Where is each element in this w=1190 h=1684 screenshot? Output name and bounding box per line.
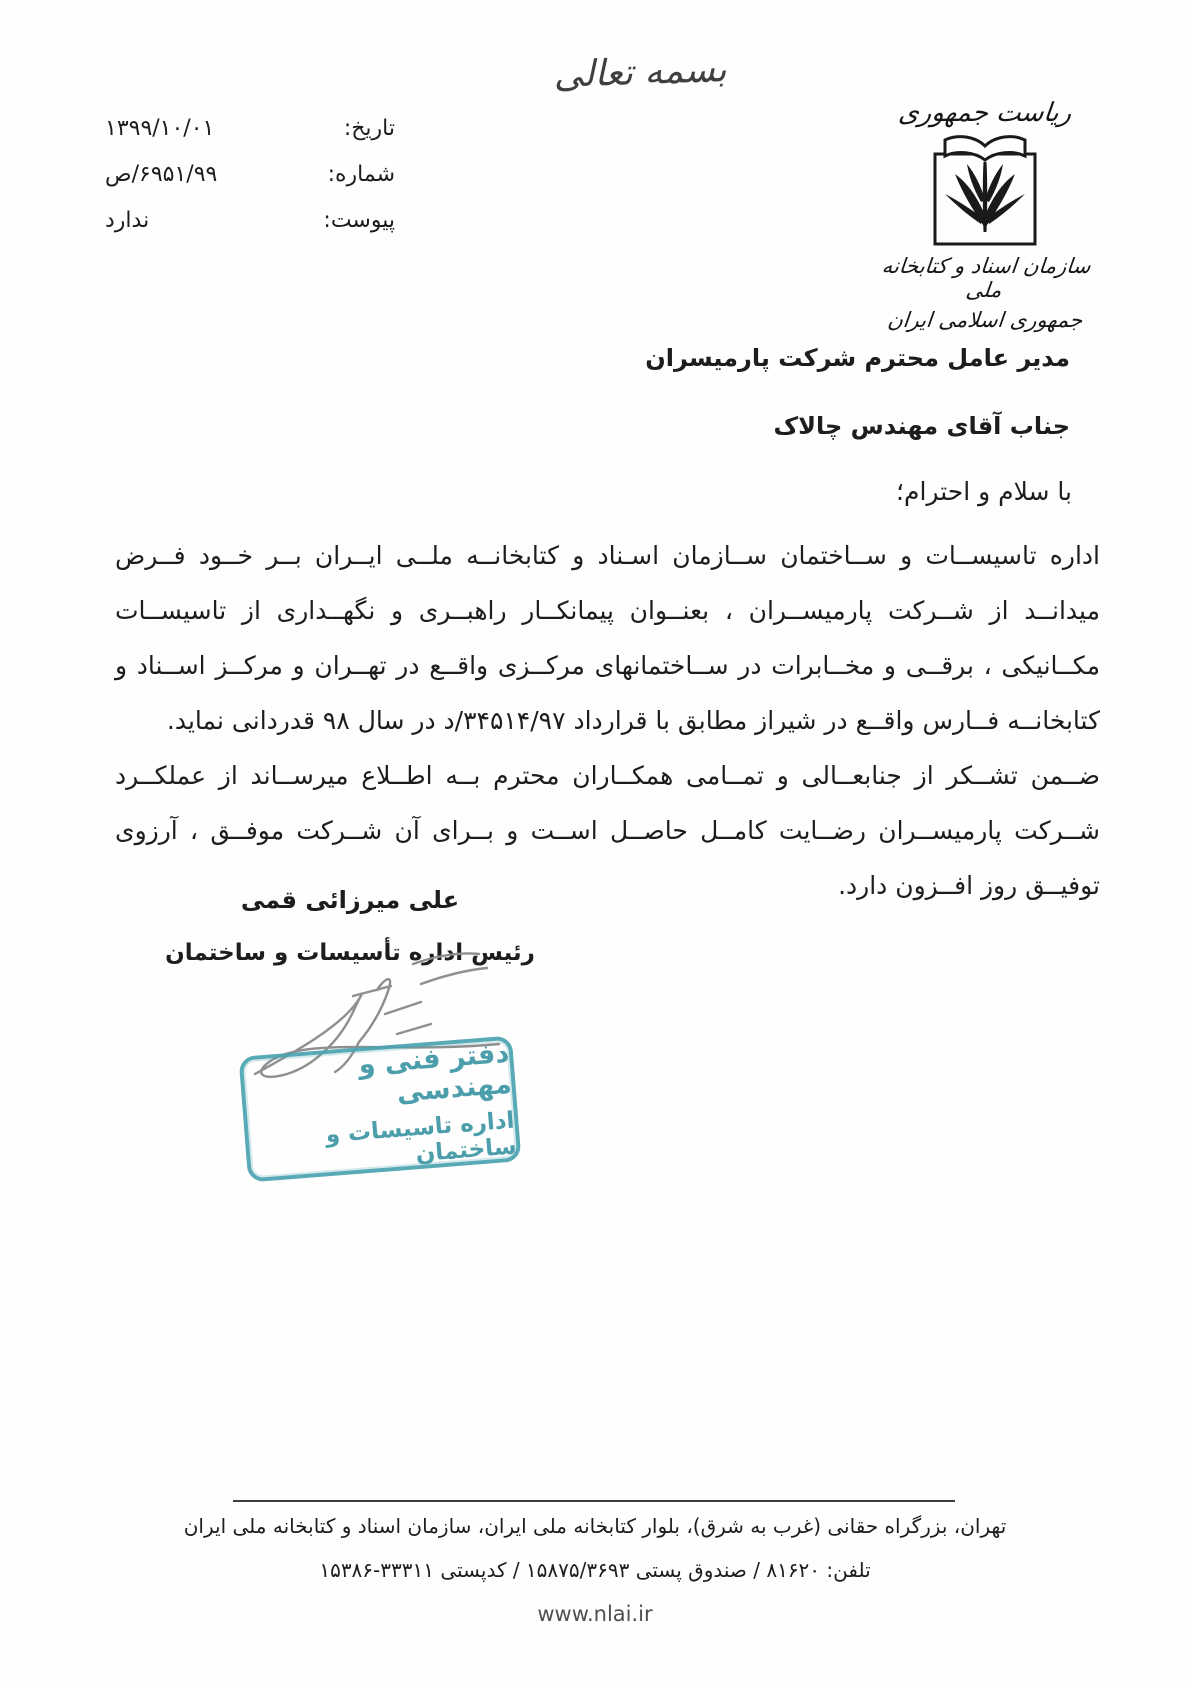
letter-body <box>115 528 1100 913</box>
footer-postcode: ۱۵۳۸۶-۳۳۳۱۱ <box>319 1558 434 1582</box>
body-paragraph-2: ضــمن تشــکر از جنابعــالی و تمــامی همکــاران محترم بــه اطــلاع میرســاند از عملکــرد شــرکت پارمیســران رضــایت کامــل حاصــل اســت و بــرای آن شــرکت موفــق ، آرزوی توفیــق روز افــزون دارد. <box>115 761 1100 900</box>
recipient-line-1: مدیر عامل محترم شرکت پارمیسران <box>645 344 1070 372</box>
date-label: تاریخ: <box>343 116 395 141</box>
body-paragraph-1: اداره تاسیســات و ســاختمان ســازمان اسـناد و کتابخانــه ملــی ایــران بــر خــود فــرض میدانــد از شــرکت پارمیســران ، بعنــوان پیمانکــار راهبــری و نگهــداری از تاسیســات مکــانیکی ، برقــی و مخــابرات در ســاختمانهای مرکــزی واقــع در تهــران و مرکــز اســناد و کتابخانــه فــارس واقــع در شیراز مطابق با قرارداد ۳۴۵۱۴/۹۷/د در سال ۹۸ قدردانی نماید. <box>115 541 1100 735</box>
date-value: ۱۳۹۹/۱۰/۰۱ <box>105 116 215 141</box>
stamp-line-2: اداره تاسیسات و ساختمان <box>324 1107 518 1168</box>
letter-meta <box>105 116 395 254</box>
stamp-line-1: دفتر فنی و مهندسی <box>357 1037 513 1109</box>
bismillah-calligraphy: بسمه تعالی <box>552 48 728 97</box>
footer-website: www.nlai.ir <box>537 1602 653 1626</box>
footer-address: تهران، بزرگراه حقانی (غرب به شرق)، بلوار کتابخانه ملی ایران، سازمان اسناد و کتابخانه ملی ایران <box>183 1514 1007 1538</box>
signer-name: علی میرزائی قمی <box>240 886 460 914</box>
meta-number-row <box>105 162 395 187</box>
footer-pobox: ۱۵۸۷۵/۳۶۹۳ <box>525 1558 630 1582</box>
footer-contact-postcode-label: / کدپستی <box>440 1558 520 1582</box>
number-value: ۶۹۵۱/۹۹/ص <box>105 162 218 187</box>
footer-divider <box>233 1500 955 1502</box>
office-stamp <box>238 1035 521 1182</box>
attachment-label: پیوست: <box>323 208 395 233</box>
recipient-line-2: جناب آقای مهندس چالاک <box>773 412 1070 440</box>
letterhead <box>860 98 1110 332</box>
number-label: شماره: <box>327 162 395 187</box>
footer-contact-phone: تلفن: ۸۱۶۲۰ / صندوق پستی <box>635 1558 871 1582</box>
org-top-text: ریاست جمهوری <box>897 98 1073 128</box>
attachment-value: ندارد <box>105 208 150 233</box>
signer-title: رئیس اداره تأسیسات و ساختمان <box>165 940 535 966</box>
meta-attachment-row <box>105 208 395 233</box>
open-book-palm-icon <box>921 132 1049 250</box>
org-name-text: سازمان اسناد و کتابخانه ملی <box>880 254 1092 302</box>
org-country-text: جمهوری اسلامی ایران <box>886 308 1084 332</box>
footer-contact <box>0 1558 1190 1582</box>
salutation: با سلام و احترام؛ <box>896 477 1072 506</box>
meta-date-row <box>105 116 395 141</box>
